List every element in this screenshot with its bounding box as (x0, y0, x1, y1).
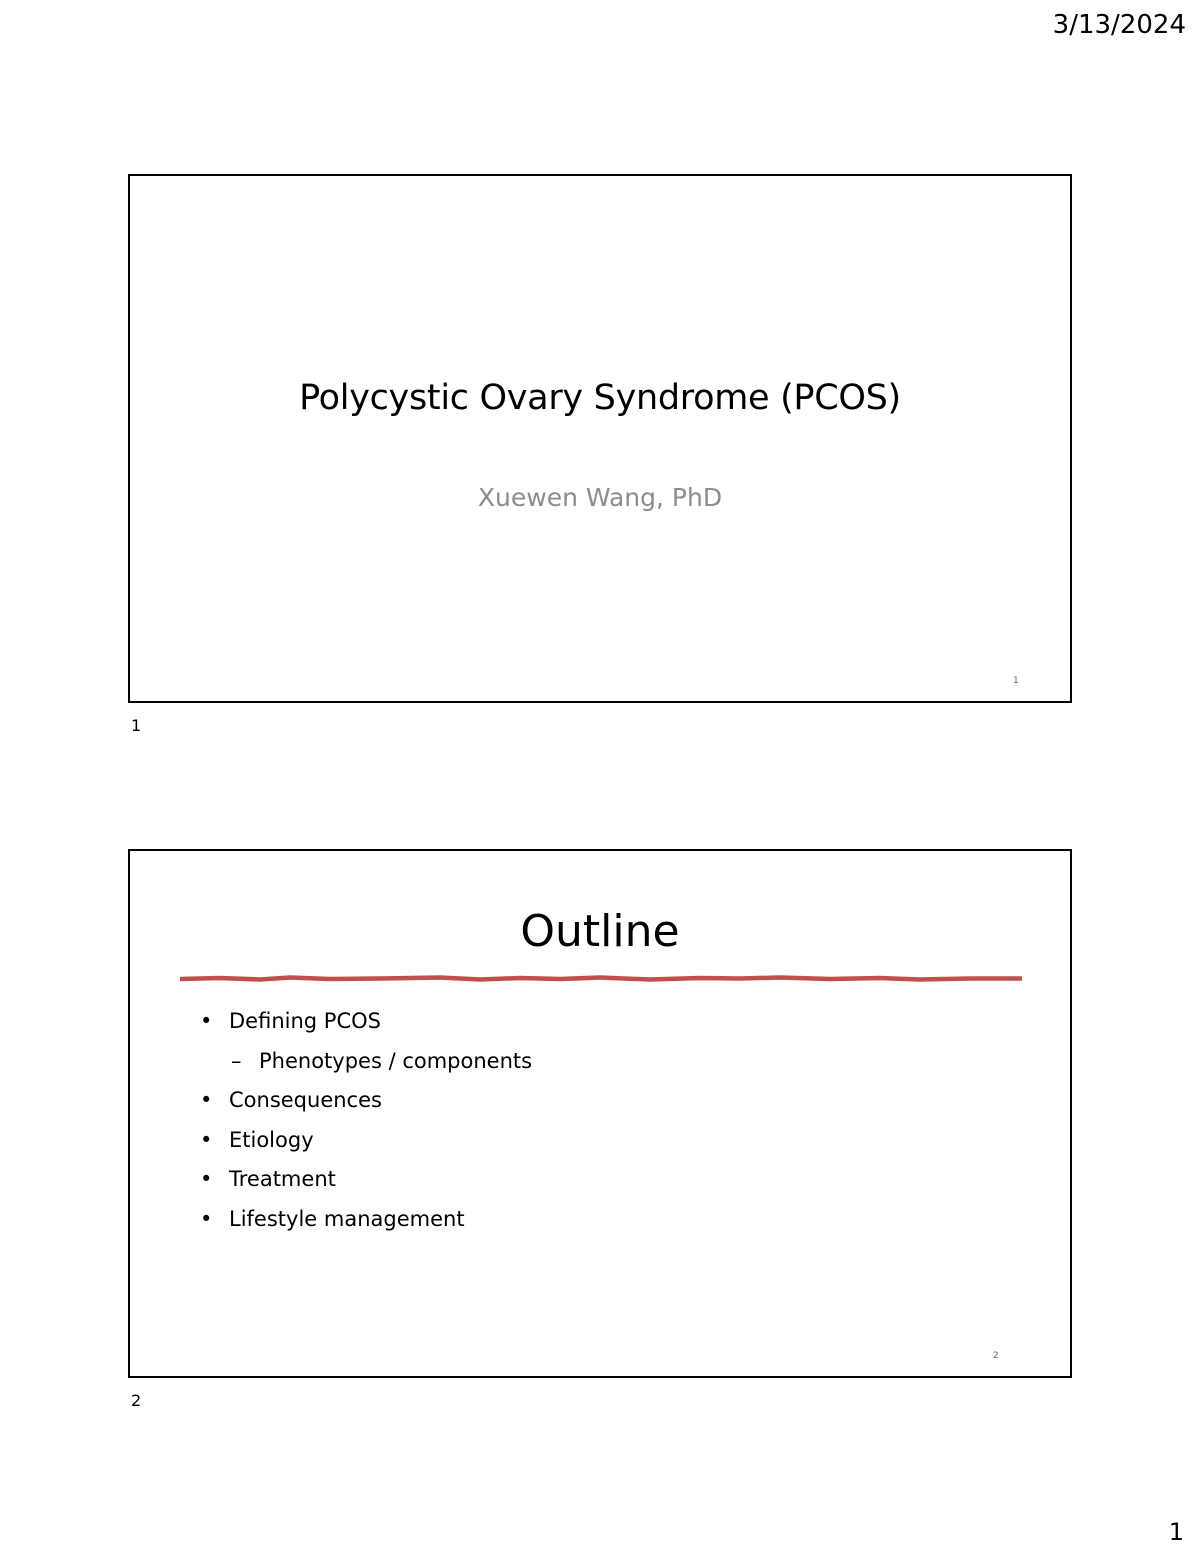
page-number: 1 (1168, 1518, 1184, 1546)
outline-bullet-list (200, 1005, 532, 1243)
list-item (200, 1163, 532, 1203)
bullet-marker: • (200, 1206, 213, 1231)
slide-1 (128, 174, 1072, 703)
list-item-text: Treatment (229, 1167, 336, 1192)
bullet-marker: • (200, 1088, 213, 1113)
title-underline-rule (180, 974, 1022, 984)
list-item (200, 1203, 532, 1243)
bullet-marker: • (200, 1127, 213, 1152)
list-item (200, 1084, 532, 1124)
list-item-text: Phenotypes / components (259, 1048, 533, 1073)
slide-title: Polycystic Ovary Syndrome (PCOS) (299, 378, 901, 418)
list-item-text: Etiology (229, 1127, 314, 1152)
list-item-text: Lifestyle management (229, 1206, 465, 1231)
list-item-text: Consequences (229, 1088, 382, 1113)
list-item (200, 1124, 532, 1164)
slide-caption-2: 2 (131, 1391, 142, 1410)
slide-title: Outline (520, 906, 680, 957)
slide-subtitle-author: Xuewen Wang, PhD (477, 483, 723, 512)
list-item (200, 1005, 532, 1045)
slide-2 (128, 849, 1072, 1378)
slide-number: 1 (1013, 676, 1019, 686)
bullet-marker: • (200, 1167, 213, 1192)
list-item-text: Defining PCOS (229, 1009, 381, 1033)
slide-caption-1: 1 (131, 716, 142, 735)
dash-marker: – (231, 1048, 242, 1073)
slide-number: 2 (993, 1351, 999, 1361)
print-date: 3/13/2024 (1052, 10, 1186, 40)
list-item (200, 1045, 532, 1085)
bullet-marker: • (200, 1009, 213, 1033)
